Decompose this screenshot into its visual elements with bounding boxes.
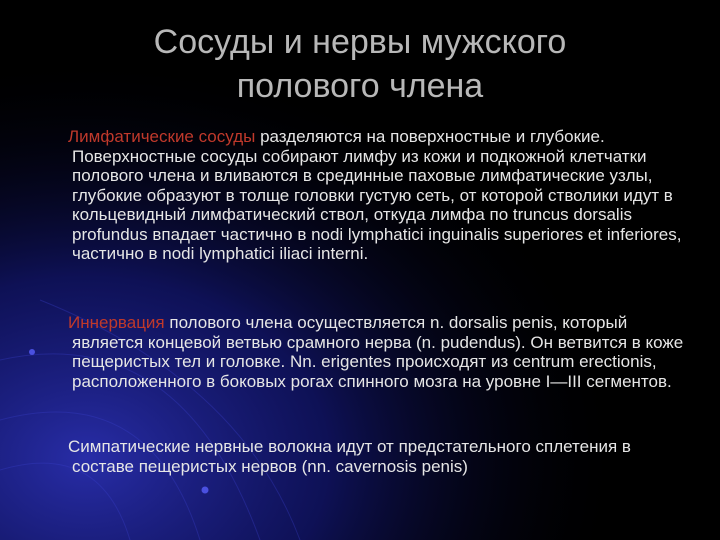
slide-title	[60, 20, 660, 108]
decorative-dot	[202, 487, 209, 494]
paragraph-text: Симпатические нервные волокна идут от предстательного сплетения в составе пещеристых нервов (nn. cavernosis penis)	[68, 437, 631, 476]
paragraph-lymphatic-vessels	[68, 127, 684, 264]
title-line-1: Сосуды и нервы мужского	[153, 23, 567, 61]
decorative-dot	[29, 349, 35, 355]
title-line-2: полового члена	[236, 67, 484, 105]
paragraph-innervation	[68, 313, 684, 391]
paragraph-text: разделяются на поверхностные и глубокие. Поверхностные сосуды собирают лимфу из кожи и подкожной клетчатки полового члена и вливаются в срединные паховые лимфатические узлы, глубокие образуют в толще головки густую сеть, от которой стволики идут в кольцевидный лимфатический ствол, откуда лимфа по truncus dorsalis profundus впадает частично в nodi lymphatici inguinalis superiores et inferiores, частично в nodi lymphatici iliaci interni.	[72, 127, 682, 263]
paragraph-sympathetic-fibers	[68, 437, 684, 476]
highlight-term: Лимфатические сосуды	[68, 127, 256, 146]
paragraph-text: полового члена осуществляется n. dorsalis penis, который является концевой ветвью срамного нерва (n. pudendus). Он ветвится в коже пещеристых тел и головке. Nn. erigentes происходят из centrum erectionis, расположенного в боковых рогах спинного мозга на уровне I—III сегментов.	[72, 313, 684, 391]
highlight-term: Иннервация	[68, 313, 165, 332]
